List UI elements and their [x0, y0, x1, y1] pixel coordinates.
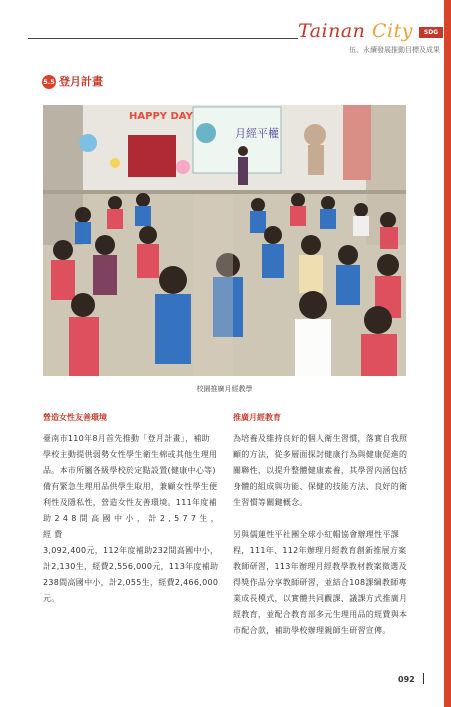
happy-day-banner: HAPPY DAY	[129, 111, 193, 122]
right-column-paragraph-2	[233, 527, 409, 639]
text-line: 教師研習，113年辦理月經教學教材教案徵選及	[233, 562, 407, 571]
tainan-city-logo	[298, 18, 416, 44]
right-column-title: 推廣月經教育	[233, 413, 281, 422]
text-line: 臺南市110年8月首先推動「登月計畫」，補助	[43, 434, 210, 443]
section-number-badge: 5.5	[42, 75, 56, 89]
header-subtitle: 伍、永續發展推動目標及成果	[349, 46, 440, 54]
text-line: 關聯性，以提升整體健康素養，其學習內涵包括	[233, 466, 408, 475]
text-line: 身體的組成與功能、保健的技能方法、良好的衛	[233, 482, 408, 491]
text-line: 經教育，並配合教育部多元生理用品的經費與本	[233, 610, 408, 619]
text-line: 備有緊急生理用品供學生取用，兼顧女性學生便	[43, 482, 218, 491]
text-line: 業成長模式，以實體共同觀課、議課方式推廣月	[233, 594, 408, 603]
logo-word-tainan: Tainan	[298, 20, 366, 42]
right-column-paragraph-1	[233, 431, 409, 511]
sdg-badge: SDG 05	[419, 27, 443, 38]
side-accent-bar	[444, 0, 451, 707]
text-line: 計2,130生，經費2,556,000元，113年度補助	[43, 562, 219, 571]
text-line: 得獎作品分享教師研習，並結合108課綱教師專	[233, 578, 407, 587]
header-rule	[28, 38, 298, 39]
text-line: 程，111年、112年辦理月經教育創新推展方案	[233, 546, 407, 555]
text-line: 品。本市所屬各級學校於定點設置(健康中心等)	[43, 466, 216, 475]
text-line: 生習慣等關鍵概念。	[233, 498, 308, 507]
section-title: 登月計畫	[59, 75, 103, 88]
text-line: 利性及隱私性，營造女性友善環境。111年度補	[43, 498, 217, 507]
left-column-title: 營造女性友善環境	[43, 413, 107, 422]
text-line: 為培養及維持良好的個人衛生習慣，落實自我照	[233, 434, 408, 443]
text-line: 學校主動提供弱勢女性學生衛生棉或其他生理用	[43, 450, 218, 459]
projector-screen-text: 月經平權	[235, 127, 279, 140]
logo-word-city: City	[371, 20, 413, 42]
left-column-body	[43, 431, 219, 607]
classroom-photo	[43, 105, 406, 376]
text-line: 顧的方法，從多層面探討健康行為與健康促進的	[233, 450, 408, 459]
text-line: 另與儒蓮性平社團全球小紅帽協會辦理性平課	[233, 530, 399, 539]
page-number-divider	[423, 673, 424, 684]
page-number: 092	[398, 675, 415, 684]
text-line: 3,092,400元，112年度補助232間高國中小，	[43, 546, 219, 555]
text-line: 市配合款，補助學校辦理親師生研習宣傳。	[233, 626, 391, 635]
photo-caption: 校園推廣月經教學	[196, 385, 253, 393]
text-line: 238間高國中小，計2,055生，經費2,466,000	[43, 578, 219, 587]
text-line: 元。	[43, 594, 60, 603]
text-line: 助 2 4 8 間 高 國 中 小 ， 計 2 , 5 7 7 生 ， 經 費	[43, 514, 219, 539]
